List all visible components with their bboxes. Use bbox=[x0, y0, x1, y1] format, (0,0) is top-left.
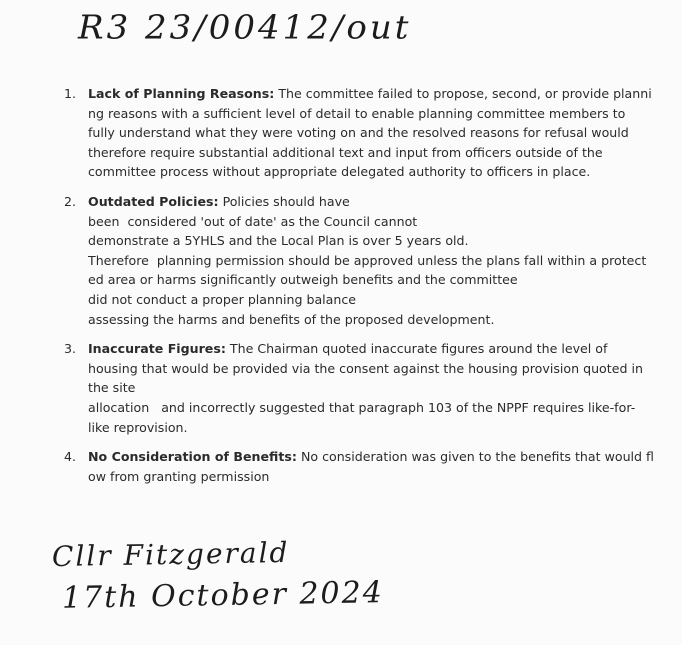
item-heading: Outdated Policies bbox=[88, 193, 214, 209]
item-text-line: housing that would be provided via the consent against the housing provision quoted in bbox=[88, 360, 643, 376]
item-heading: Lack of Planning Reasons bbox=[88, 86, 270, 101]
item-text-line: ow from granting permission bbox=[88, 468, 270, 484]
item-text-line: The Chairman quoted inaccurate figures around the level of bbox=[229, 341, 608, 357]
list-item: 1. Lack of Planning Reasons: The committee failed to propose, second, or provide planni ng reasons with a sufficient level of detail to enable planning committee members to fully understand what they were voting on and the resolved reasons for refusal would therefore require substantial additional text and input from officers outside of the committee process without appropriate delegated authority to officers in place. bbox=[64, 84, 644, 182]
item-text-line: The committee failed to propose, second, or provide planni bbox=[278, 86, 652, 101]
item-text-line: been considered 'out of date' as the Council cannot bbox=[88, 213, 418, 229]
list-item: 4. No Consideration of Benefits: No consideration was given to the benefits that would fl ow from granting permission bbox=[64, 447, 644, 486]
item-number: 2. bbox=[64, 193, 77, 209]
item-text-line: like reprovision. bbox=[88, 419, 188, 435]
item-text-line: No consideration was given to the benefits that would fl bbox=[300, 449, 654, 465]
list-item: 2. Outdated Policies: Policies should have been considered 'out of date' as the Council cannot demonstrate a 5YHLS and the Local Plan is over 5 years old. Therefore planning permission should be approved unless the plans fall within a protect ed area or harms significantly outweigh benefits and the committee did not conduct a proper planning balance assessing the harms and benefits of the proposed development. bbox=[64, 192, 644, 329]
item-number: 4. bbox=[64, 449, 77, 465]
item-text-line: ng reasons with a sufficient level of detail to enable planning committee members to bbox=[88, 105, 626, 121]
item-heading: Inaccurate Figures bbox=[88, 341, 221, 357]
item-text-line: Policies should have bbox=[222, 193, 350, 209]
objection-points-list bbox=[64, 84, 654, 496]
handwritten-signature: Cllr Fitzgerald bbox=[51, 535, 290, 574]
item-text-line: allocation and incorrectly suggested that paragraph 103 of the NPPF requires like-for- bbox=[88, 399, 636, 415]
item-text-line: the site bbox=[88, 380, 136, 396]
item-number: 1. bbox=[64, 86, 77, 101]
item-text-line: assessing the harms and benefits of the proposed development. bbox=[88, 311, 495, 327]
handwritten-reference: R3 23/00412/out bbox=[78, 9, 412, 47]
item-text-line: Therefore planning permission should be approved unless the plans fall within a protect bbox=[88, 252, 647, 268]
list-item: 3. Inaccurate Figures: The Chairman quoted inaccurate figures around the level of housing that would be provided via the consent against the housing provision quoted in the site allocation and incorrectly suggested that paragraph 103 of the NPPF requires like-for- like reprovision. bbox=[64, 339, 644, 437]
item-heading: No Consideration of Benefits bbox=[88, 449, 292, 465]
item-text-line: therefore require substantial additional text and input from officers outside of the bbox=[88, 144, 603, 160]
item-text-line: did not conduct a proper planning balance bbox=[88, 291, 357, 307]
item-text-line: ed area or harms significantly outweigh benefits and the committee bbox=[88, 272, 518, 288]
item-text-line: committee process without appropriate delegated authority to officers in place. bbox=[88, 164, 591, 180]
handwritten-date: 17th October 2024 bbox=[61, 575, 385, 616]
item-text-line: demonstrate a 5YHLS and the Local Plan is over 5 years old. bbox=[88, 233, 469, 249]
item-number: 3. bbox=[64, 341, 77, 357]
item-text-line: fully understand what they were voting on and the resolved reasons for refusal would bbox=[88, 125, 629, 141]
